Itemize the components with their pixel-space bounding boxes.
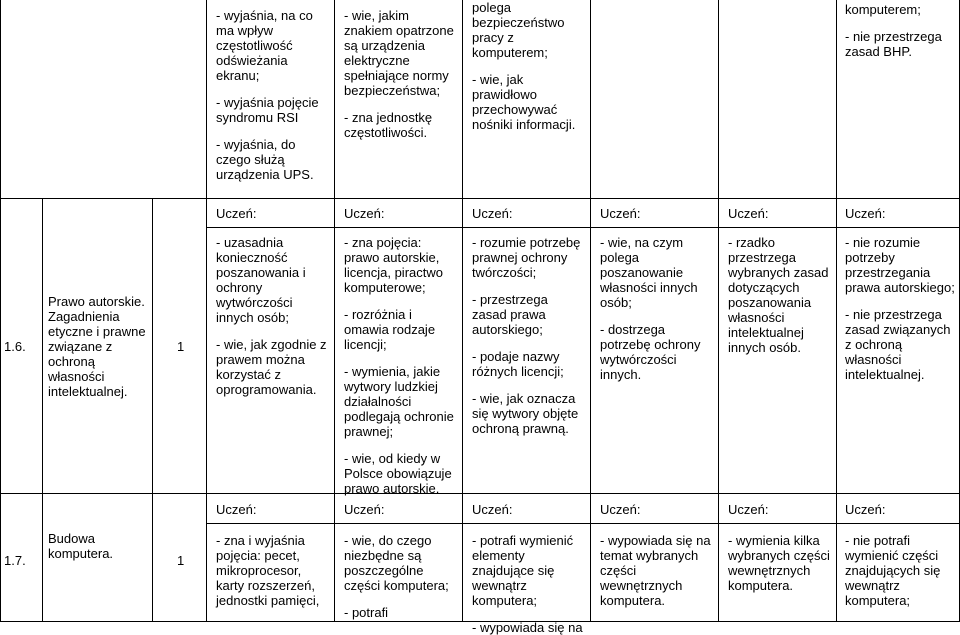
header-uczen: Uczeń: (728, 206, 769, 221)
cell-paragraph: - wymienia, jakie wytwory ludzkiej działalności podlegają ochronie prawnej; (344, 364, 454, 439)
header-uczen: Uczeń: (344, 206, 385, 221)
cell-paragraph: - zna i wyjaśnia pojęcia: pecet, mikroprocesor, karty rozszerzeń, jednostki pamięci, (216, 533, 320, 608)
header-uczen: Uczeń: (472, 206, 513, 221)
cell-paragraph: - potrafi wymienić elementy znajdujące się wewnątrz komputera; (472, 533, 574, 608)
header-uczen: Uczeń: (472, 502, 513, 517)
grid-line (0, 198, 960, 199)
header-uczen: Uczeń: (600, 502, 641, 517)
grid-line (334, 0, 335, 622)
header-uczen: Uczeń: (216, 206, 257, 221)
cell-paragraph: - wie, na czym polega poszanowanie własności innych osób; (600, 235, 698, 310)
cell-paragraph: - wymienia kilka wybranych części wewnętrznych komputera. (728, 533, 830, 593)
header-uczen: Uczeń: (600, 206, 641, 221)
row-hours: 1 (177, 339, 185, 354)
cell-requirements-3 (472, 533, 586, 635)
cell-paragraph: komputerem; (845, 2, 921, 17)
grid-line (42, 198, 43, 622)
cell-requirements-4 (600, 533, 714, 608)
row-hours: 1 (177, 553, 185, 568)
header-uczen: Uczeń: (728, 502, 769, 517)
grid-line (206, 0, 207, 622)
top-cell-col5 (845, 2, 955, 59)
cell-paragraph: - wie, do czego niezbędne są poszczególne części komputera; (344, 533, 449, 593)
cell-requirements-5 (728, 533, 832, 593)
cell-requirements-5 (728, 235, 832, 355)
header-uczen: Uczeń: (216, 502, 257, 517)
cell-paragraph: - rzadko przestrzega wybranych zasad dotyczących poszanowania własności intelektualnej innych osób. (728, 235, 829, 355)
cell-requirements-2 (344, 533, 458, 620)
top-cell-col2 (344, 8, 458, 140)
grid-line (0, 0, 1, 622)
top-cell-col1 (216, 8, 330, 182)
header-uczen: Uczeń: (845, 502, 886, 517)
cell-paragraph: - wyjaśnia, do czego służą urządzenia UPS. (216, 137, 314, 182)
cell-paragraph: - wie, jakim znakiem opatrzone są urządzenia elektryczne spełniające normy bezpieczeństwa; (344, 8, 454, 98)
cell-paragraph: polega bezpieczeństwo pracy z komputerem; (472, 0, 565, 60)
cell-paragraph: - dostrzega potrzebę ochrony wytwórczości innych. (600, 322, 701, 382)
grid-line (718, 0, 719, 622)
cell-requirements-4 (600, 235, 714, 382)
grid-line (462, 0, 463, 622)
cell-paragraph: - wie, od kiedy w Polsce obowiązuje prawo autorskie. (344, 451, 452, 496)
grid-line (206, 227, 960, 228)
grid-line (836, 0, 837, 622)
grid-line (206, 523, 960, 524)
row-topic: Budowa komputera. (48, 531, 114, 561)
cell-paragraph: - nie potrafi wymienić części znajdujących się wewnątrz komputera; (845, 533, 941, 608)
header-uczen: Uczeń: (845, 206, 886, 221)
cell-paragraph: - rozumie potrzebę prawnej ochrony twórczości; (472, 235, 581, 280)
cell-paragraph: - nie rozumie potrzeby przestrzegania prawa autorskiego; (845, 235, 955, 295)
cell-requirements-6 (845, 533, 957, 608)
header-uczen: Uczeń: (344, 502, 385, 517)
row-number: 1.6. (4, 339, 26, 354)
cell-paragraph: - podaje nazwy różnych licencji; (472, 349, 564, 379)
cell-paragraph: - wie, jak prawidłowo przechowywać nośniki informacji. (472, 72, 576, 132)
cell-paragraph: - wyjaśnia pojęcie syndromu RSI (216, 95, 319, 125)
cell-paragraph: - rozróżnia i omawia rodzaje licencji; (344, 307, 436, 352)
cell-paragraph: - zna jednostkę częstotliwości. (344, 110, 433, 140)
cell-paragraph: - wie, jak zgodnie z prawem można korzystać z oprogramowania. (216, 337, 327, 397)
grid-line (152, 198, 153, 622)
cell-requirements-6 (845, 235, 957, 382)
cell-paragraph: - wyjaśnia, na co ma wpływ częstotliwość odświeżania ekranu; (216, 8, 313, 83)
cell-paragraph: - wypowiada się na temat wybranych części wewnętrznych komputera. (600, 533, 711, 608)
cell-paragraph: - zna pojęcia: prawo autorskie, licencja, piractwo komputerowe; (344, 235, 443, 295)
cell-paragraph: - nie przestrzega zasad związanych z ochroną własności intelektualnej. (845, 307, 951, 382)
cell-requirements-1 (216, 533, 330, 608)
row-topic: Prawo autorskie. Zagadnienia etyczne i prawne związane z ochroną własności intelektualnej. (48, 294, 146, 399)
cell-requirements-1 (216, 235, 330, 397)
cell-paragraph: - wie, jak oznacza się wytwory objęte ochroną prawną. (472, 391, 579, 436)
cell-paragraph: - wypowiada się na (472, 620, 583, 635)
grid-line (0, 493, 960, 494)
cell-paragraph: - potrafi (344, 605, 389, 620)
cell-paragraph: - uzasadnia konieczność poszanowania i ochrony wytwórczości innych osób; (216, 235, 306, 325)
row-number: 1.7. (4, 553, 26, 568)
cell-requirements-2 (344, 235, 458, 496)
cell-requirements-3 (472, 235, 586, 436)
top-cell-col3 (472, 0, 586, 132)
cell-paragraph: - przestrzega zasad prawa autorskiego; (472, 292, 548, 337)
grid-line (590, 0, 591, 622)
cell-paragraph: - nie przestrzega zasad BHP. (845, 29, 942, 59)
